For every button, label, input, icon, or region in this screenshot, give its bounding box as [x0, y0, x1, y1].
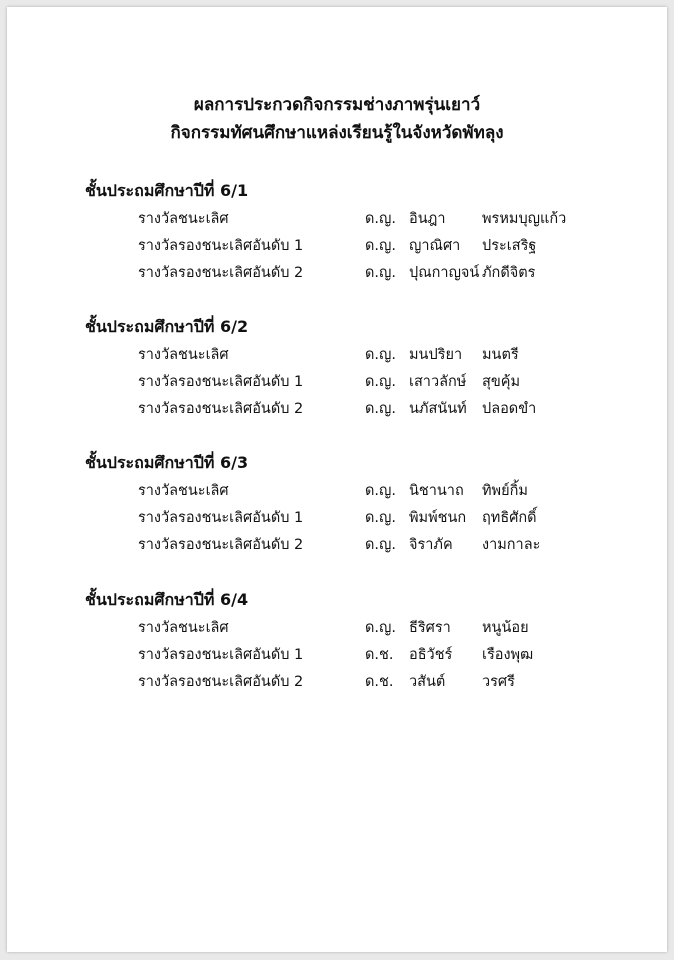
award-row [7, 342, 667, 368]
award-label: รางวัลชนะเลิศ [138, 347, 229, 363]
award-label: รางวัลรองชนะเลิศอันดับ 1 [138, 510, 304, 526]
first-name: พิมพ์ชนก [409, 510, 467, 526]
award-row [7, 642, 667, 668]
name-prefix: ด.ญ. [365, 238, 396, 254]
award-row [7, 396, 667, 422]
award-row [7, 615, 667, 641]
award-row [7, 206, 667, 232]
award-label: รางวัลรองชนะเลิศอันดับ 2 [138, 401, 304, 417]
award-label: รางวัลรองชนะเลิศอันดับ 2 [138, 537, 304, 553]
award-label: รางวัลรองชนะเลิศอันดับ 1 [138, 647, 304, 663]
section-heading-6-3: ชั้นประถมศึกษาปีที่ 6/3 [85, 453, 249, 472]
first-name: จิราภัค [409, 537, 453, 553]
first-name: อธิวัชร์ [409, 647, 453, 663]
document-title: ผลการประกวดกิจกรรมช่างภาพรุ่นเยาว์ [193, 95, 481, 115]
last-name: พรหมบุญแก้ว [482, 211, 567, 227]
name-prefix: ด.ญ. [365, 537, 396, 553]
award-label: รางวัลรองชนะเลิศอันดับ 1 [138, 238, 304, 254]
award-row [7, 369, 667, 395]
name-prefix: ด.ญ. [365, 510, 396, 526]
name-prefix: ด.ญ. [365, 265, 396, 281]
last-name: มนตรี [482, 347, 519, 363]
last-name: หนูน้อย [482, 620, 529, 636]
last-name: ประเสริฐ [482, 238, 537, 254]
award-row [7, 260, 667, 286]
last-name: งามกาละ [482, 537, 541, 553]
first-name: มนปริยา [409, 347, 463, 363]
name-prefix: ด.ญ. [365, 347, 396, 363]
award-row [7, 532, 667, 558]
award-label: รางวัลรองชนะเลิศอันดับ 1 [138, 374, 304, 390]
last-name: สุขคุ้ม [482, 374, 521, 390]
section-heading-6-2: ชั้นประถมศึกษาปีที่ 6/2 [85, 317, 249, 336]
section-heading-6-4: ชั้นประถมศึกษาปีที่ 6/4 [85, 590, 249, 609]
name-prefix: ด.ช. [365, 674, 394, 690]
first-name: นภัสนันท์ [409, 401, 467, 417]
last-name: ฤทธิศักดิ์ [482, 510, 537, 526]
award-label: รางวัลรองชนะเลิศอันดับ 2 [138, 674, 304, 690]
last-name: ทิพย์กิ้ม [482, 483, 528, 499]
first-name: เสาวลักษ์ [409, 374, 467, 390]
name-prefix: ด.ช. [365, 647, 394, 663]
award-label: รางวัลชนะเลิศ [138, 483, 229, 499]
name-prefix: ด.ญ. [365, 211, 396, 227]
first-name: วสันต์ [409, 674, 446, 690]
last-name: ภักดีจิตร [482, 265, 536, 281]
award-label: รางวัลชนะเลิศ [138, 211, 229, 227]
section-heading-6-1: ชั้นประถมศึกษาปีที่ 6/1 [85, 181, 249, 200]
name-prefix: ด.ญ. [365, 374, 396, 390]
award-label: รางวัลรองชนะเลิศอันดับ 2 [138, 265, 304, 281]
award-row [7, 233, 667, 259]
name-prefix: ด.ญ. [365, 401, 396, 417]
first-name: ปุณกาญจน์ [409, 265, 480, 281]
document-page [7, 7, 667, 952]
first-name: นิชานาถ [409, 483, 464, 499]
first-name: ญาณิศา [409, 238, 461, 254]
document-subtitle: กิจกรรมทัศนศึกษาแหล่งเรียนรู้ในจังหวัดพัทลุง [170, 123, 504, 143]
award-label: รางวัลชนะเลิศ [138, 620, 229, 636]
award-row [7, 669, 667, 695]
name-prefix: ด.ญ. [365, 483, 396, 499]
first-name: อินฎา [409, 211, 446, 227]
award-row [7, 505, 667, 531]
award-row [7, 478, 667, 504]
first-name: ธีริศรา [409, 620, 451, 636]
last-name: ปลอดขำ [482, 401, 537, 417]
name-prefix: ด.ญ. [365, 620, 396, 636]
last-name: วรศรี [482, 674, 515, 690]
last-name: เรืองพุฒ [482, 647, 534, 663]
